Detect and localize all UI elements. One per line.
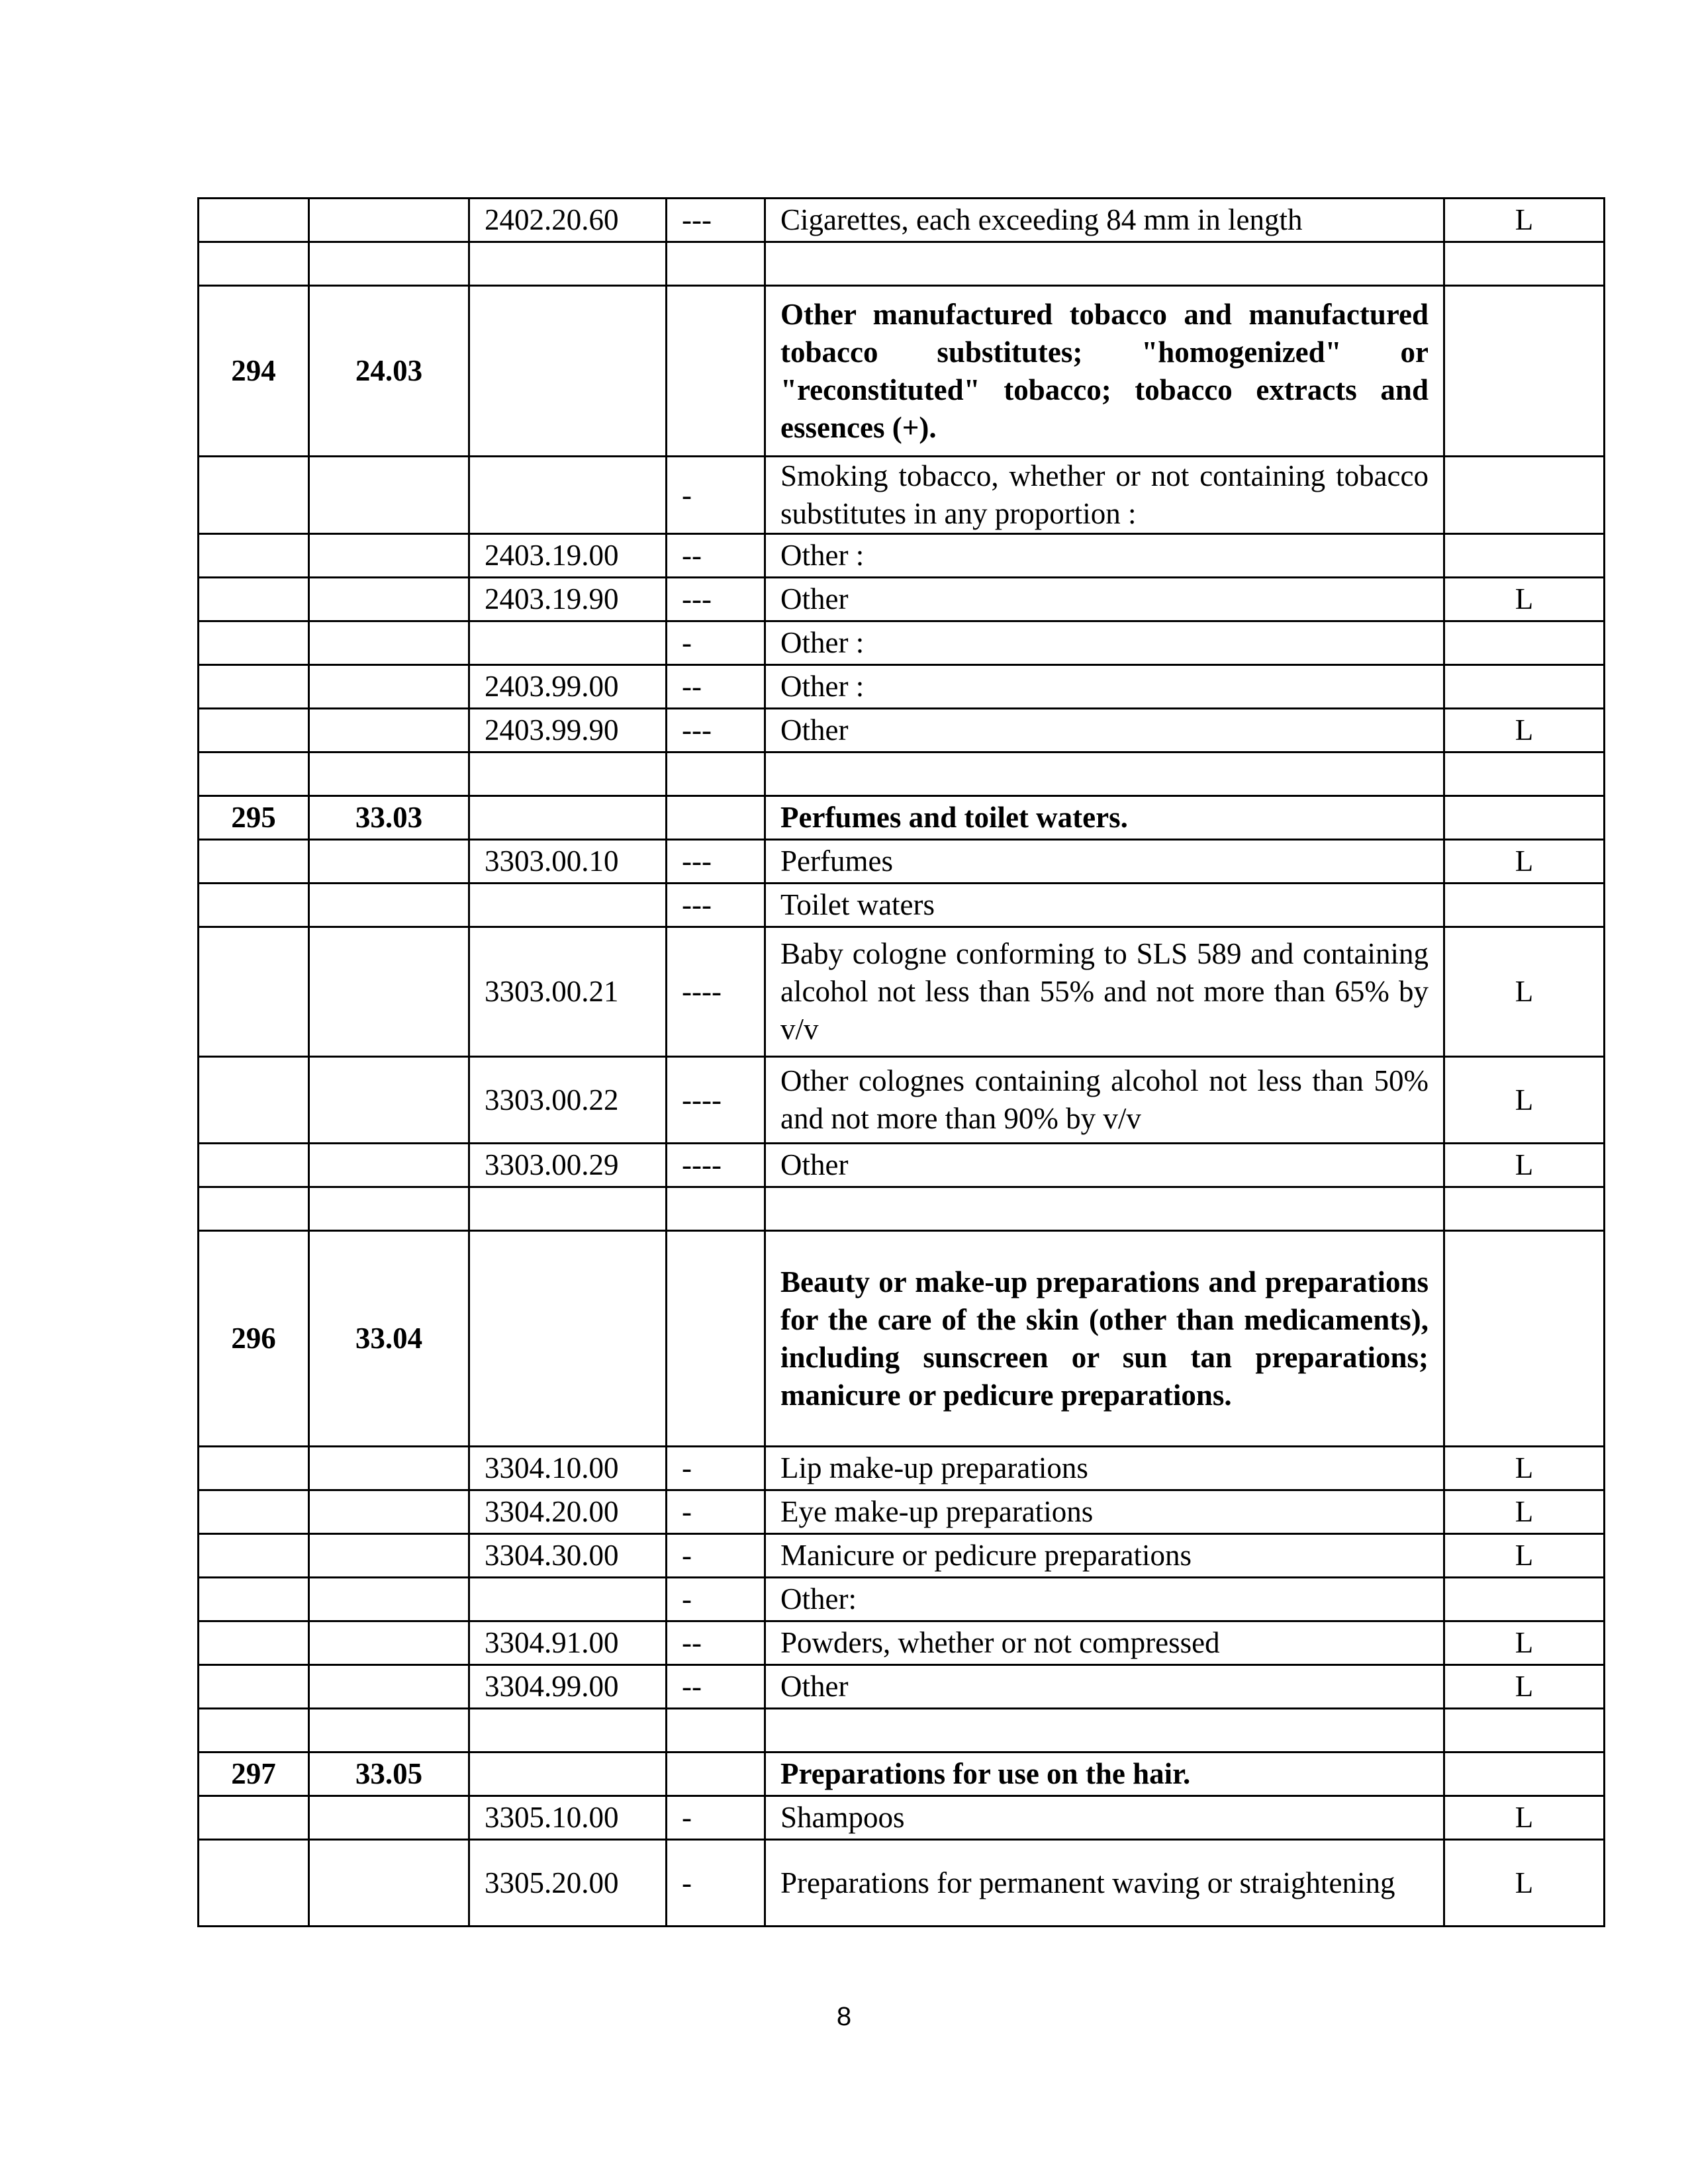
dash-level-cell [667, 1231, 765, 1447]
heading-code-cell [309, 927, 469, 1057]
heading-code-cell [309, 884, 469, 927]
remark-cell: L [1444, 1057, 1605, 1144]
table-row [199, 1796, 1605, 1840]
hs-code-cell: 3304.99.00 [469, 1665, 667, 1709]
hs-code-cell: 2402.20.60 [469, 199, 667, 242]
serial-number-cell: 297 [199, 1752, 309, 1796]
dash-level-cell [667, 1709, 765, 1752]
serial-number-cell [199, 1796, 309, 1840]
table-row [199, 752, 1605, 796]
table-row [199, 578, 1605, 621]
remark-cell [1444, 1578, 1605, 1621]
heading-code-cell [309, 1534, 469, 1578]
heading-code-cell [309, 1490, 469, 1534]
description-cell: Other [765, 578, 1444, 621]
table-row [199, 199, 1605, 242]
dash-level-cell: -- [667, 1621, 765, 1665]
table-row [199, 1534, 1605, 1578]
hs-code-cell [469, 286, 667, 457]
table-row [199, 1231, 1605, 1447]
dash-level-cell: --- [667, 884, 765, 927]
remark-cell [1444, 242, 1605, 286]
remark-cell [1444, 665, 1605, 709]
remark-cell: L [1444, 709, 1605, 752]
description-cell: Shampoos [765, 1796, 1444, 1840]
description-cell: Perfumes and toilet waters. [765, 796, 1444, 840]
table-row [199, 1709, 1605, 1752]
remark-cell: L [1444, 840, 1605, 884]
description-cell: Baby cologne conforming to SLS 589 and containing alcohol not less than 55% and not more than 65% by v/v [765, 927, 1444, 1057]
table-row [199, 927, 1605, 1057]
hs-code-cell [469, 242, 667, 286]
remark-cell: L [1444, 1447, 1605, 1490]
tariff-table-container [197, 197, 1603, 1927]
serial-number-cell: 294 [199, 286, 309, 457]
description-cell: Other : [765, 534, 1444, 578]
table-row [199, 534, 1605, 578]
serial-number-cell [199, 1840, 309, 1927]
heading-code-cell [309, 1840, 469, 1927]
table-row [199, 884, 1605, 927]
hs-code-cell: 2403.99.00 [469, 665, 667, 709]
dash-level-cell: - [667, 621, 765, 665]
remark-cell [1444, 796, 1605, 840]
table-row [199, 1840, 1605, 1927]
hs-code-cell [469, 1231, 667, 1447]
description-cell [765, 242, 1444, 286]
hs-code-cell: 3303.00.22 [469, 1057, 667, 1144]
serial-number-cell [199, 1447, 309, 1490]
serial-number-cell [199, 752, 309, 796]
hs-code-cell: 2403.19.00 [469, 534, 667, 578]
heading-code-cell [309, 1665, 469, 1709]
heading-code-cell [309, 242, 469, 286]
heading-code-cell [309, 1578, 469, 1621]
description-cell: Cigarettes, each exceeding 84 mm in length [765, 199, 1444, 242]
table-row [199, 1621, 1605, 1665]
hs-code-cell: 2403.19.90 [469, 578, 667, 621]
page-number: 8 [836, 2002, 852, 2031]
hs-code-cell: 3304.91.00 [469, 1621, 667, 1665]
heading-code-cell [309, 752, 469, 796]
tariff-table [197, 197, 1605, 1927]
remark-cell [1444, 1709, 1605, 1752]
serial-number-cell [199, 1057, 309, 1144]
description-cell: Beauty or make-up preparations and preparations for the care of the skin (other than medicaments), including sunscreen or sun tan preparations; manicure or pedicure preparations. [765, 1231, 1444, 1447]
remark-cell [1444, 286, 1605, 457]
hs-code-cell [469, 1752, 667, 1796]
table-row [199, 1144, 1605, 1187]
serial-number-cell [199, 1578, 309, 1621]
serial-number-cell [199, 665, 309, 709]
remark-cell: L [1444, 1840, 1605, 1927]
dash-level-cell: -- [667, 534, 765, 578]
heading-code-cell [309, 621, 469, 665]
heading-code-cell [309, 1144, 469, 1187]
serial-number-cell [199, 534, 309, 578]
dash-level-cell [667, 796, 765, 840]
dash-level-cell: ---- [667, 1057, 765, 1144]
heading-code-cell: 33.04 [309, 1231, 469, 1447]
dash-level-cell: - [667, 1840, 765, 1927]
remark-cell [1444, 457, 1605, 534]
remark-cell: L [1444, 1144, 1605, 1187]
serial-number-cell [199, 840, 309, 884]
hs-code-cell: 3305.10.00 [469, 1796, 667, 1840]
table-row [199, 709, 1605, 752]
table-row [199, 242, 1605, 286]
table-row [199, 840, 1605, 884]
dash-level-cell: - [667, 1490, 765, 1534]
serial-number-cell: 296 [199, 1231, 309, 1447]
description-cell: Eye make-up preparations [765, 1490, 1444, 1534]
remark-cell: L [1444, 1796, 1605, 1840]
serial-number-cell [199, 1709, 309, 1752]
description-cell: Perfumes [765, 840, 1444, 884]
remark-cell [1444, 621, 1605, 665]
heading-code-cell [309, 1621, 469, 1665]
hs-code-cell [469, 1709, 667, 1752]
remark-cell: L [1444, 927, 1605, 1057]
heading-code-cell [309, 199, 469, 242]
hs-code-cell: 2403.99.90 [469, 709, 667, 752]
description-cell: Other colognes containing alcohol not less than 50% and not more than 90% by v/v [765, 1057, 1444, 1144]
hs-code-cell [469, 796, 667, 840]
hs-code-cell: 3304.10.00 [469, 1447, 667, 1490]
heading-code-cell [309, 1447, 469, 1490]
description-cell: Toilet waters [765, 884, 1444, 927]
remark-cell: L [1444, 1665, 1605, 1709]
dash-level-cell [667, 286, 765, 457]
description-cell: Other [765, 709, 1444, 752]
remark-cell [1444, 1752, 1605, 1796]
table-row [199, 1490, 1605, 1534]
dash-level-cell: ---- [667, 927, 765, 1057]
table-row [199, 1578, 1605, 1621]
dash-level-cell [667, 1752, 765, 1796]
description-cell: Other : [765, 621, 1444, 665]
serial-number-cell [199, 199, 309, 242]
table-row [199, 665, 1605, 709]
serial-number-cell [199, 709, 309, 752]
serial-number-cell [199, 927, 309, 1057]
heading-code-cell [309, 665, 469, 709]
remark-cell: L [1444, 1534, 1605, 1578]
table-row [199, 621, 1605, 665]
heading-code-cell [309, 457, 469, 534]
tariff-table-body [199, 199, 1605, 1927]
table-row [199, 796, 1605, 840]
serial-number-cell [199, 1490, 309, 1534]
dash-level-cell: - [667, 1578, 765, 1621]
remark-cell: L [1444, 578, 1605, 621]
heading-code-cell [309, 1709, 469, 1752]
hs-code-cell: 3303.00.29 [469, 1144, 667, 1187]
description-cell: Smoking tobacco, whether or not containing tobacco substitutes in any proportion : [765, 457, 1444, 534]
serial-number-cell [199, 1665, 309, 1709]
heading-code-cell [309, 1187, 469, 1231]
remark-cell [1444, 884, 1605, 927]
serial-number-cell [199, 578, 309, 621]
description-cell: Powders, whether or not compressed [765, 1621, 1444, 1665]
description-cell: Other [765, 1665, 1444, 1709]
dash-level-cell: --- [667, 578, 765, 621]
remark-cell [1444, 1231, 1605, 1447]
hs-code-cell [469, 1578, 667, 1621]
dash-level-cell: --- [667, 199, 765, 242]
dash-level-cell [667, 752, 765, 796]
dash-level-cell: - [667, 1447, 765, 1490]
serial-number-cell [199, 242, 309, 286]
hs-code-cell [469, 457, 667, 534]
remark-cell [1444, 1187, 1605, 1231]
description-cell: Other: [765, 1578, 1444, 1621]
heading-code-cell [309, 709, 469, 752]
description-cell [765, 1187, 1444, 1231]
hs-code-cell [469, 884, 667, 927]
hs-code-cell: 3304.20.00 [469, 1490, 667, 1534]
table-row [199, 1447, 1605, 1490]
remark-cell: L [1444, 1621, 1605, 1665]
hs-code-cell: 3305.20.00 [469, 1840, 667, 1927]
dash-level-cell: -- [667, 1665, 765, 1709]
remark-cell: L [1444, 1490, 1605, 1534]
description-cell [765, 1709, 1444, 1752]
dash-level-cell [667, 242, 765, 286]
heading-code-cell [309, 840, 469, 884]
serial-number-cell [199, 1534, 309, 1578]
description-cell: Preparations for use on the hair. [765, 1752, 1444, 1796]
description-cell: Other : [765, 665, 1444, 709]
dash-level-cell: --- [667, 840, 765, 884]
dash-level-cell: - [667, 1796, 765, 1840]
serial-number-cell [199, 1144, 309, 1187]
table-row [199, 1187, 1605, 1231]
serial-number-cell: 295 [199, 796, 309, 840]
hs-code-cell: 3303.00.21 [469, 927, 667, 1057]
description-cell: Manicure or pedicure preparations [765, 1534, 1444, 1578]
table-row [199, 1057, 1605, 1144]
table-row [199, 286, 1605, 457]
remark-cell [1444, 752, 1605, 796]
description-cell [765, 752, 1444, 796]
heading-code-cell: 33.05 [309, 1752, 469, 1796]
remark-cell: L [1444, 199, 1605, 242]
dash-level-cell: - [667, 457, 765, 534]
hs-code-cell: 3303.00.10 [469, 840, 667, 884]
hs-code-cell [469, 1187, 667, 1231]
serial-number-cell [199, 1621, 309, 1665]
serial-number-cell [199, 884, 309, 927]
dash-level-cell: --- [667, 709, 765, 752]
dash-level-cell: - [667, 1534, 765, 1578]
table-row [199, 457, 1605, 534]
description-cell: Preparations for permanent waving or straightening [765, 1840, 1444, 1927]
hs-code-cell [469, 621, 667, 665]
dash-level-cell [667, 1187, 765, 1231]
table-row [199, 1752, 1605, 1796]
remark-cell [1444, 534, 1605, 578]
hs-code-cell [469, 752, 667, 796]
serial-number-cell [199, 621, 309, 665]
serial-number-cell [199, 1187, 309, 1231]
heading-code-cell: 33.03 [309, 796, 469, 840]
heading-code-cell [309, 1796, 469, 1840]
description-cell: Other [765, 1144, 1444, 1187]
description-cell: Other manufactured tobacco and manufactured tobacco substitutes; "homogenized" or "reconstituted" tobacco; tobacco extracts and essences (+). [765, 286, 1444, 457]
heading-code-cell: 24.03 [309, 286, 469, 457]
serial-number-cell [199, 457, 309, 534]
dash-level-cell: -- [667, 665, 765, 709]
heading-code-cell [309, 578, 469, 621]
table-row [199, 1665, 1605, 1709]
heading-code-cell [309, 1057, 469, 1144]
dash-level-cell: ---- [667, 1144, 765, 1187]
hs-code-cell: 3304.30.00 [469, 1534, 667, 1578]
heading-code-cell [309, 534, 469, 578]
description-cell: Lip make-up preparations [765, 1447, 1444, 1490]
